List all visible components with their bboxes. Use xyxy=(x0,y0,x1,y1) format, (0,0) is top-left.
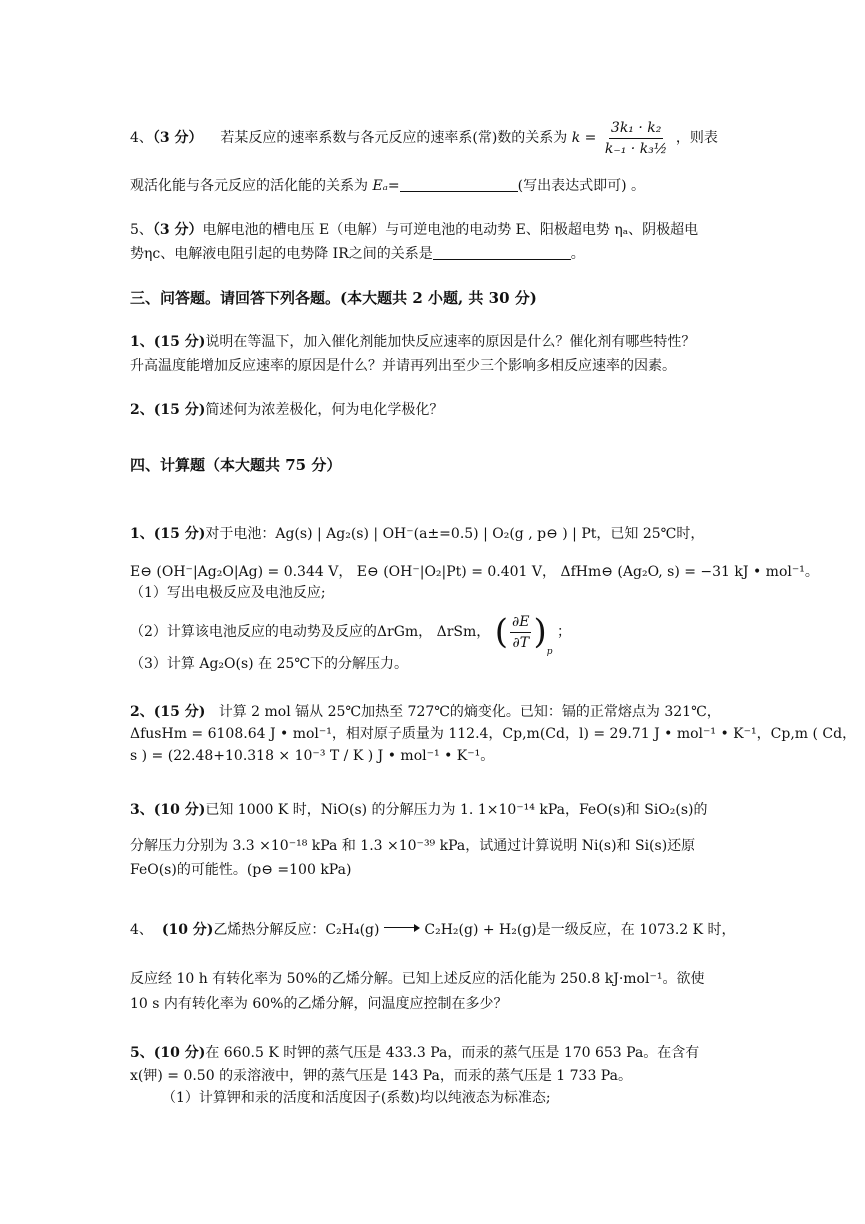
s4-q1-sub2 xyxy=(130,612,571,657)
s3-q1-label: 1、(15 分) xyxy=(130,334,206,350)
q4-formula-denominator: k₋₁ · k₃½ xyxy=(604,140,668,157)
s4-q5-line2: x(钾) = 0.50 的汞溶液中，钾的蒸气压是 143 Pa，而汞的蒸气压是 1 733 Pa。 xyxy=(130,1068,632,1084)
q4-text3: 观活化能与各元反应的活化能的关系为 xyxy=(130,178,368,194)
q5-score: （3 分） xyxy=(152,222,203,238)
s4-q2-text1: 计算 2 mol 镉从 25℃加热至 727℃的熵变化。已知：镉的正常熔点为 321℃， xyxy=(218,704,721,720)
q4-text4: (写出表达式即可) 。 xyxy=(517,178,646,194)
section3-title: 三、问答题。请回答下列各题。(本大题共 2 小题, 共 30 分) xyxy=(130,289,537,307)
s4-q4-line3: 10 s 内有转化率为 60%的乙烯分解，问温度应控制在多少？ xyxy=(130,996,508,1012)
s3-q2-label: 2、(15 分) xyxy=(130,402,206,418)
s4-q4-label: (10 分) xyxy=(161,922,214,938)
s4-q1-derivative-fraction xyxy=(510,613,531,652)
reaction-arrow-icon xyxy=(384,924,420,932)
s4-q4-number: 4、 xyxy=(130,922,153,938)
s4-q5-label: 5、(10 分) xyxy=(130,1045,206,1061)
s4-q4-line1 xyxy=(130,920,736,940)
q4-number: 4、 xyxy=(130,130,153,146)
s4-q3-line2: 分解压力分别为 3.3 ×10⁻¹⁸ kPa 和 1.3 ×10⁻³⁹ kPa，试通过计算说明 Ni(s)和 Si(s)还原 xyxy=(130,838,696,854)
q4-formula-lhs: k = xyxy=(571,130,597,146)
q5-fill-line2 xyxy=(130,244,585,264)
s4-q1-sub2-end: ； xyxy=(556,624,571,640)
s4-q1-sub2-text: （2）计算该电池反应的电动势及反应的ΔrGm， ΔrSm， xyxy=(130,624,491,640)
s4-q1-line2: E⊖ (OH⁻|Ag₂O|Ag) = 0.344 V， E⊖ (OH⁻|O₂|Pt) = 0.401 V， ΔfHm⊖ (Ag₂O, s) = −31 kJ • mol⁻¹。 xyxy=(130,564,819,580)
s3-q1-line1 xyxy=(130,332,695,352)
s4-q1-sub1: （1）写出电极反应及电池反应; xyxy=(130,585,326,601)
s4-q4-text1a: 乙烯热分解反应：C₂H₄(g) xyxy=(213,922,380,938)
section4-title: 四、计算题（本大题共 75 分） xyxy=(130,456,342,474)
q4-text1: 若某反应的速率系数与各元反应的速率系(常)数的关系为 xyxy=(220,130,568,146)
s4-q1-line1 xyxy=(130,524,704,544)
q5-fill-line1 xyxy=(130,220,698,240)
s4-q1-partial-derivative: ( $\frac{\partial E}{\partial T}$ ) p xyxy=(494,612,553,657)
s3-q1-line2: 升高温度能增加反应速率的原因是什么？并请再列出至少三个影响多相反应速率的因素。 xyxy=(130,358,676,374)
s4-q2-line3: s ) = (22.48+10.318 × 10⁻³ T / K ) J • mol⁻¹ • K⁻¹。 xyxy=(130,748,495,764)
q4-text2: ，则表 xyxy=(675,130,718,146)
s4-q3-text1: 已知 1000 K 时，NiO(s) 的分解压力为 1. 1×10⁻¹⁴ kPa，FeO(s)和 SiO₂(s)的 xyxy=(205,802,708,818)
s4-q1-text1: 对于电池：Ag(s) | Ag₂(s) | OH⁻(a±=0.5) | O₂(g , p⊖ ) | Pt，已知 25℃时， xyxy=(205,526,705,542)
s4-q2-label: 2、(15 分) xyxy=(130,704,206,720)
q5-line2-end: 。 xyxy=(570,246,585,262)
s4-q1-derivative-den: ∂T xyxy=(512,634,530,651)
s4-q1-label: 1、(15 分) xyxy=(130,526,206,542)
q4-fill-line1 xyxy=(130,118,718,158)
q4-fill-line2 xyxy=(130,176,645,196)
s4-q1-sub3: （3）计算 Ag₂O(s) 在 25℃下的分解压力。 xyxy=(130,656,409,672)
q4-score: （3 分） xyxy=(152,130,203,146)
q5-line1: 电解电池的槽电压 E（电解）与可逆电池的电动势 E、阳极超电势 ηₐ、阴极超电 xyxy=(202,222,699,238)
s4-q4-line2: 反应经 10 h 有转化率为 50%的乙烯分解。已知上述反应的活化能为 250.8 kJ·mol⁻¹。欲使 xyxy=(130,971,705,987)
q4-answer-blank[interactable] xyxy=(400,177,518,192)
s4-q2-line1 xyxy=(130,702,721,722)
s4-q5-sub1: （1）计算钾和汞的活度和活度因子(系数)均以纯液态为标准态; xyxy=(162,1090,551,1106)
s4-q1-derivative-num: ∂E xyxy=(510,613,531,633)
q5-line2: 势ηc、电解液电阻引起的电势降 IR之间的关系是 xyxy=(130,246,433,262)
s3-q2-line1 xyxy=(130,400,443,420)
s4-q2-line2: ΔfusHm = 6108.64 J • mol⁻¹，相对原子质量为 112.4，Cp,m(Cd，l) = 29.71 J • mol⁻¹ • K⁻¹，Cp,m ( Cd， xyxy=(130,726,857,742)
s4-q5-text1: 在 660.5 K 时钾的蒸气压是 433.3 Pa，而汞的蒸气压是 170 653 Pa。在含有 xyxy=(205,1045,700,1061)
s4-q5-line1 xyxy=(130,1043,699,1063)
s4-q3-line1 xyxy=(130,800,708,820)
q4-formula-fraction xyxy=(603,119,670,158)
q4-ea-label: Eₐ= xyxy=(372,178,400,194)
s4-q3-label: 3、(10 分) xyxy=(130,802,206,818)
s4-q4-text1b: C₂H₂(g) + H₂(g)是一级反应，在 1073.2 K 时， xyxy=(424,922,736,938)
s4-q3-line3: FeO(s)的可能性。(p⊖ =100 kPa) xyxy=(130,862,352,878)
q5-answer-blank[interactable] xyxy=(433,245,571,260)
s3-q1-text1: 说明在等温下，加入催化剂能加快反应速率的原因是什么？催化剂有哪些特性？ xyxy=(205,334,696,350)
q4-formula-numerator: 3k₁ · k₂ xyxy=(609,119,663,139)
q5-number: 5、 xyxy=(130,222,153,238)
s3-q2-text1: 简述何为浓差极化，何为电化学极化？ xyxy=(205,402,444,418)
